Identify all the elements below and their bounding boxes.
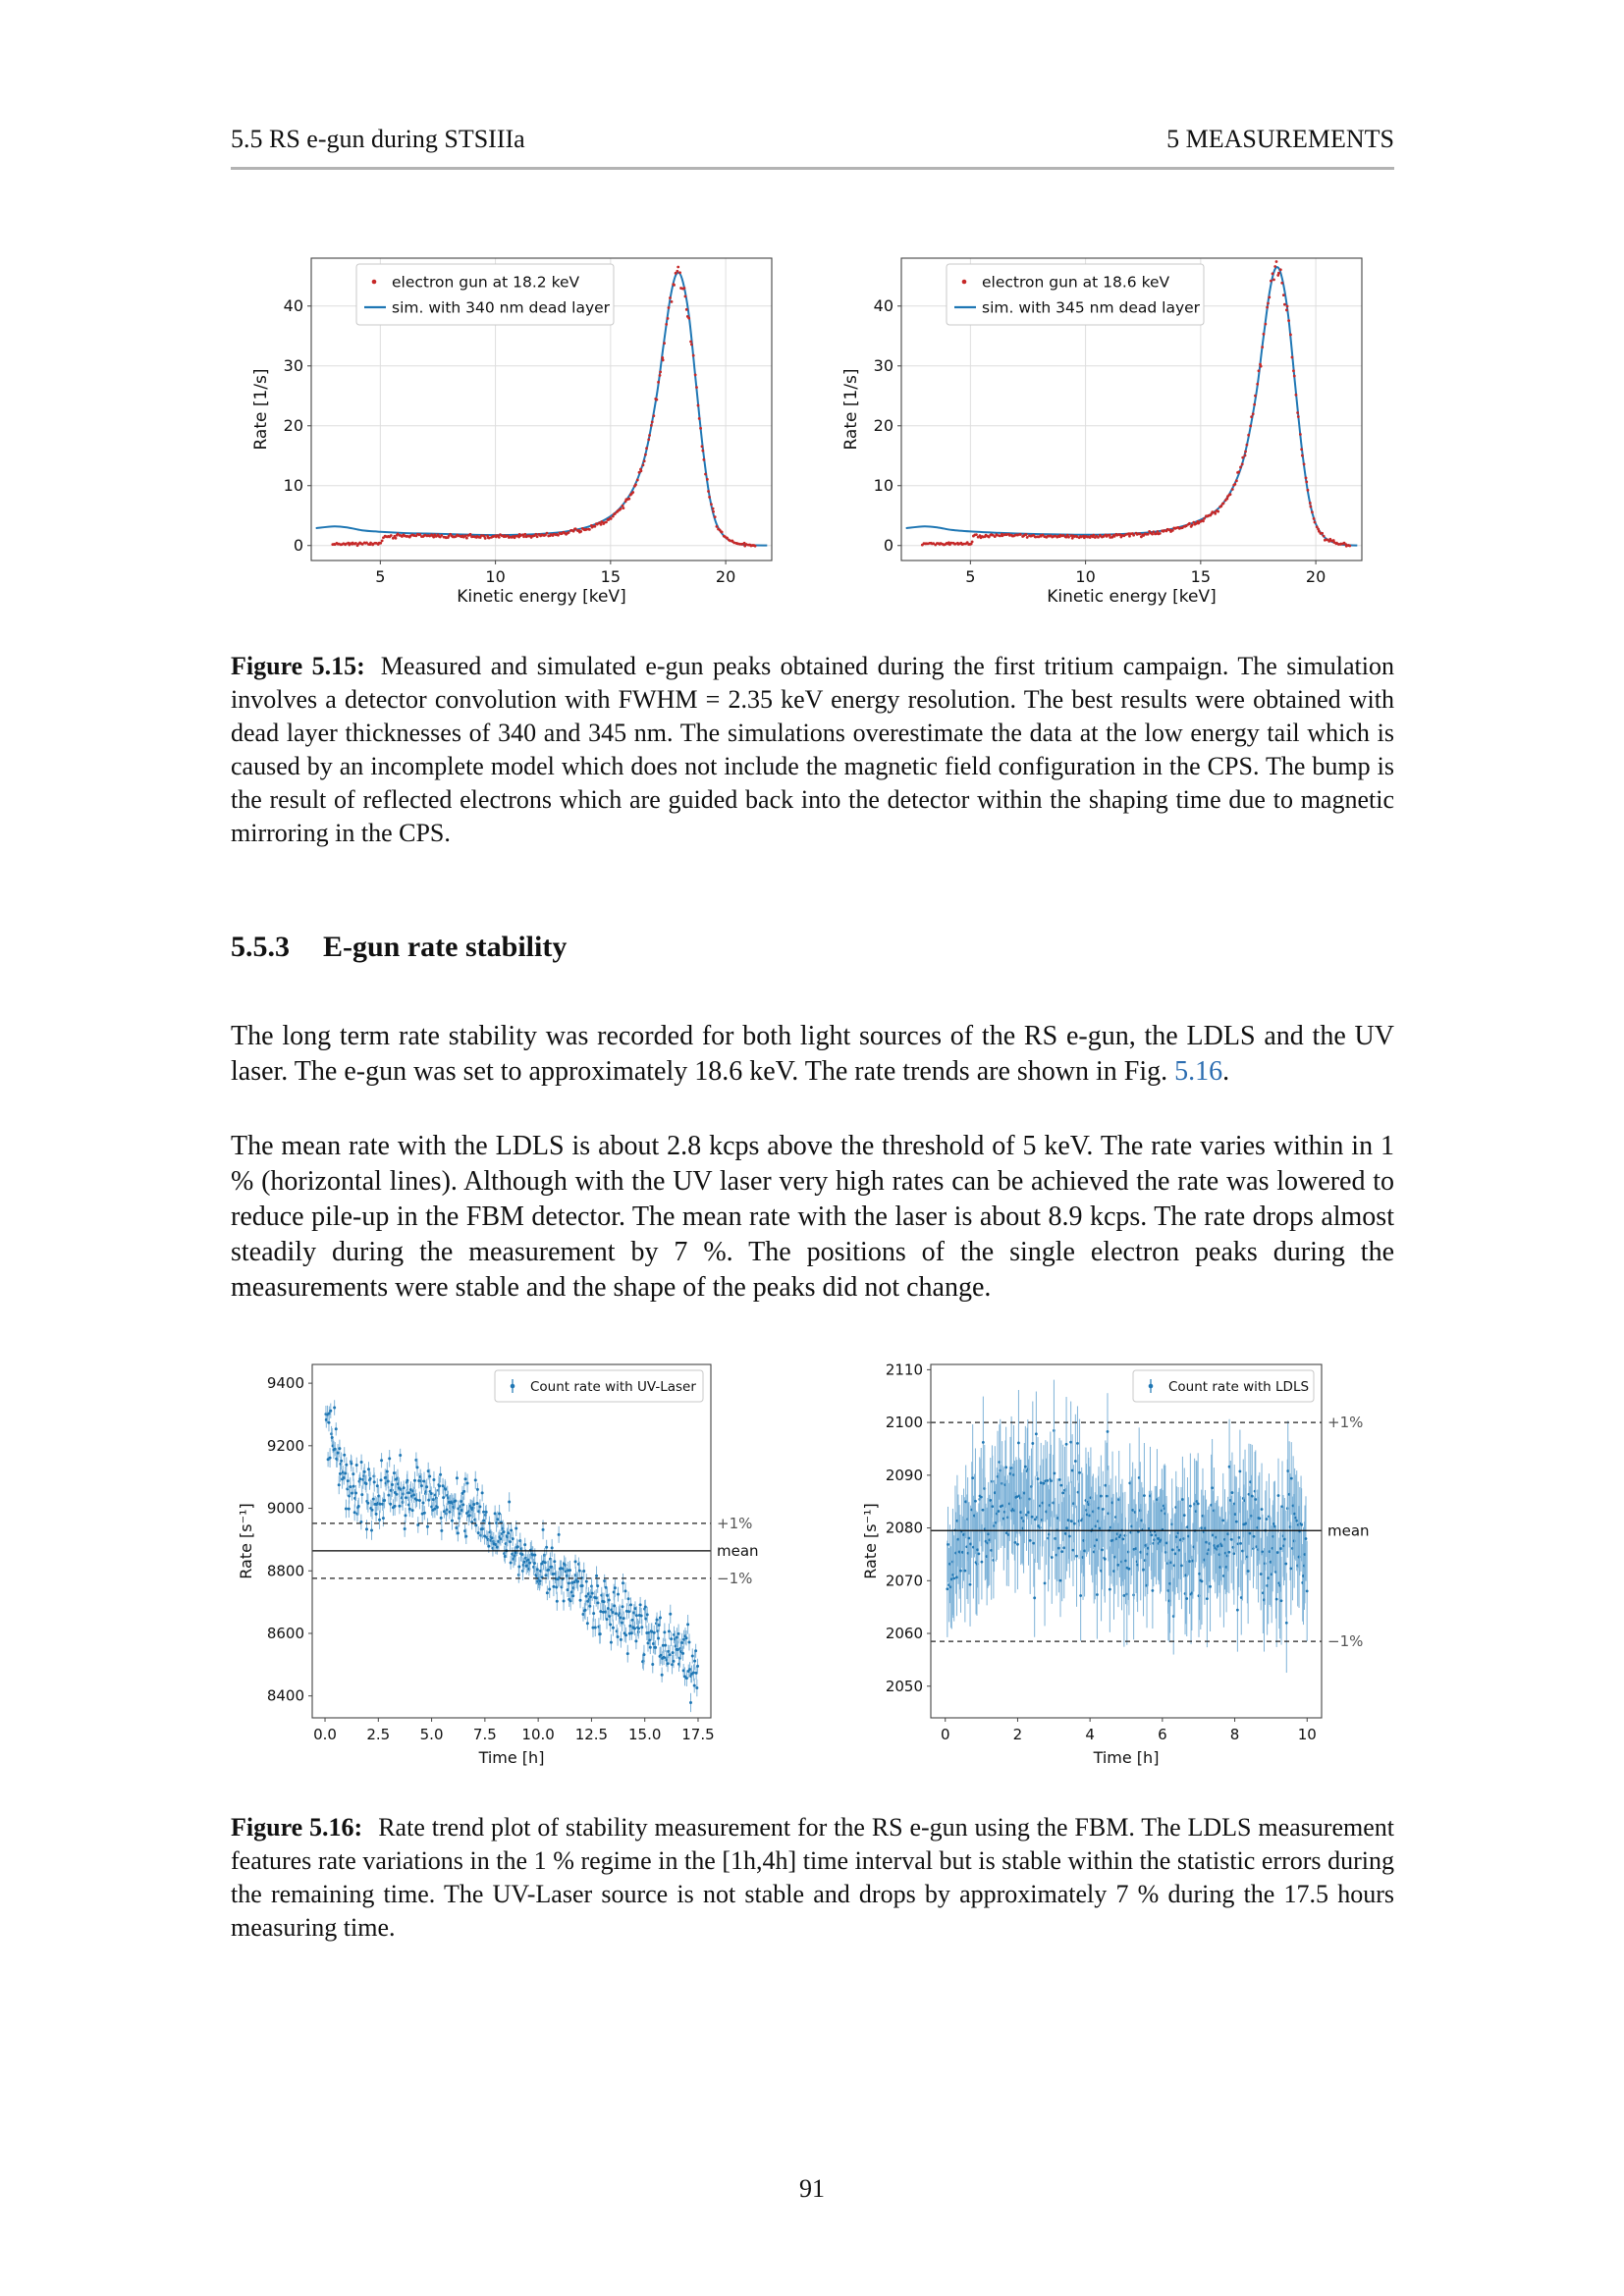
svg-text:9000: 9000 (266, 1499, 304, 1518)
chart-ldls (860, 1353, 1390, 1780)
header-section-left: 5.5 RS e-gun during STSIIIa (231, 125, 525, 153)
svg-text:12.5: 12.5 (574, 1726, 608, 1744)
paragraph-2: The mean rate with the LDLS is about 2.8 kcps above the threshold of 5 keV. The rate varies within in 1 % (horizontal lines). Although with the UV laser very high rates can be achieved the rate was lowered to reduce pile-up in the FBM detector. The mean rate with the laser is about 8.9 kcps. The rate drops almost steadily during the measurement by 7 %. The positions of the single electron peaks during the measurements were stable and the shape of the peaks did not change. (231, 1131, 1394, 1304)
svg-text:2060: 2060 (885, 1625, 923, 1643)
svg-text:20: 20 (873, 415, 893, 435)
svg-text:sim. with 340 nm dead layer: sim. with 340 nm dead layer (391, 298, 610, 317)
figure-5-16-caption-text: Rate trend plot of stability measurement for the RS e-gun using the FBM. The LDLS measurement features rate variations in the 1 % regime in the [1h,4h] time interval but is stable within the statistic errors during the remaining time. The UV-Laser source is not stable and drops by approximately 7 % during the 17.5 hours measuring time. (231, 1813, 1394, 1943)
svg-text:8400: 8400 (266, 1686, 304, 1705)
svg-text:15: 15 (1190, 567, 1211, 587)
svg-text:electron gun at 18.6 keV: electron gun at 18.6 keV (981, 273, 1169, 292)
ldls-plot (860, 1353, 1390, 1775)
egun-186-plot (840, 248, 1376, 614)
svg-text:15: 15 (600, 567, 621, 587)
svg-text:8: 8 (1229, 1726, 1239, 1744)
svg-text:10: 10 (873, 475, 893, 495)
svg-text:2100: 2100 (885, 1414, 923, 1432)
svg-text:−1%: −1% (1326, 1632, 1363, 1651)
svg-text:40: 40 (283, 295, 303, 315)
svg-text:5.0: 5.0 (419, 1726, 444, 1744)
chart-uv-laser (236, 1353, 778, 1780)
svg-text:0: 0 (293, 535, 303, 555)
svg-text:10: 10 (283, 475, 303, 495)
uv-laser-plot (236, 1353, 778, 1775)
svg-text:2050: 2050 (885, 1677, 923, 1695)
egun-182-plot (250, 248, 785, 614)
svg-text:mean: mean (716, 1542, 759, 1561)
paragraph-1-period: . (1222, 1056, 1230, 1088)
paragraph-1 (231, 1019, 1394, 1090)
section-heading (231, 931, 1394, 964)
svg-text:electron gun at 18.2 keV: electron gun at 18.2 keV (391, 273, 579, 292)
svg-text:5: 5 (374, 567, 385, 587)
svg-text:Kinetic energy [keV]: Kinetic energy [keV] (1046, 587, 1217, 608)
running-header (231, 124, 1394, 154)
svg-text:9200: 9200 (266, 1437, 304, 1456)
section-title: E-gun rate stability (323, 931, 568, 964)
svg-text:2.5: 2.5 (365, 1726, 390, 1744)
svg-text:10.0: 10.0 (520, 1726, 555, 1744)
svg-text:0: 0 (940, 1726, 950, 1744)
figure-5-15-caption-text: Measured and simulated e-gun peaks obtained during the first tritium campaign. The simulation involves a detector convolution with FWHM = 2.35 keV energy resolution. The best results were obtained with dead layer thicknesses of 340 and 345 nm. The simulations overestimate the data at the low energy tail which is caused by an incomplete model which does not include the magnetic field configuration in the CPS. The bump is the result of reflected electrons which are guided back into the detector within the shaping time due to magnetic mirroring in the CPS. (231, 652, 1394, 848)
figure-ref-link[interactable]: 5.16 (1174, 1056, 1223, 1088)
svg-text:+1%: +1% (716, 1515, 752, 1533)
svg-text:10: 10 (484, 567, 506, 587)
chart-egun-18-2 (250, 248, 785, 618)
svg-text:Rate [s⁻¹]: Rate [s⁻¹] (236, 1503, 255, 1579)
svg-text:sim. with 345 nm dead layer: sim. with 345 nm dead layer (981, 298, 1200, 317)
svg-text:Rate [s⁻¹]: Rate [s⁻¹] (860, 1503, 880, 1579)
figure-5-16-caption (231, 1811, 1394, 1945)
svg-text:10: 10 (1074, 567, 1096, 587)
svg-text:2080: 2080 (885, 1519, 923, 1537)
svg-text:30: 30 (283, 355, 303, 375)
header-chapter-right: 5 MEASUREMENTS (1166, 125, 1394, 153)
svg-text:15.0: 15.0 (627, 1726, 661, 1744)
page-number: 91 (799, 2174, 825, 2203)
figure-5-15 (231, 248, 1394, 618)
svg-text:Rate [1/s]: Rate [1/s] (840, 368, 861, 451)
svg-text:2090: 2090 (885, 1467, 923, 1485)
svg-text:6: 6 (1157, 1726, 1167, 1744)
paragraph-1-text: The long term rate stability was recorded for both light sources of the RS e-gun, the LDLS and the UV laser. The e-gun was set to approximately 18.6 keV. The rate trends are shown in Fig. (231, 1021, 1394, 1088)
svg-text:40: 40 (873, 295, 893, 315)
svg-text:20: 20 (1305, 567, 1326, 587)
svg-text:9400: 9400 (266, 1374, 304, 1393)
svg-text:20: 20 (283, 415, 303, 435)
svg-text:mean: mean (1326, 1522, 1370, 1540)
svg-text:10: 10 (1297, 1726, 1317, 1744)
svg-text:−1%: −1% (716, 1570, 752, 1588)
svg-text:17.5: 17.5 (680, 1726, 715, 1744)
svg-text:Rate [1/s]: Rate [1/s] (250, 368, 271, 451)
svg-text:8600: 8600 (266, 1625, 304, 1643)
figure-5-16 (231, 1353, 1394, 1780)
svg-text:0: 0 (883, 535, 893, 555)
section-number: 5.5.3 (231, 931, 290, 964)
svg-text:2110: 2110 (885, 1361, 923, 1379)
svg-text:+1%: +1% (1326, 1414, 1363, 1432)
svg-text:2070: 2070 (885, 1572, 923, 1590)
chart-egun-18-6 (840, 248, 1376, 618)
svg-text:2: 2 (1012, 1726, 1022, 1744)
svg-text:4: 4 (1084, 1726, 1095, 1744)
svg-text:5: 5 (964, 567, 975, 587)
svg-text:20: 20 (715, 567, 735, 587)
svg-text:Kinetic energy [keV]: Kinetic energy [keV] (456, 587, 626, 608)
svg-text:Count rate with UV-Laser: Count rate with UV-Laser (529, 1379, 696, 1396)
svg-text:Time [h]: Time [h] (1093, 1748, 1159, 1768)
figure-5-15-caption (231, 650, 1394, 850)
svg-text:Time [h]: Time [h] (478, 1748, 544, 1768)
svg-text:7.5: 7.5 (472, 1726, 497, 1744)
header-rule (231, 167, 1394, 170)
figure-5-16-caption-label: Figure 5.16: (231, 1813, 363, 1842)
figure-5-15-caption-label: Figure 5.15: (231, 652, 365, 681)
svg-text:30: 30 (873, 355, 893, 375)
svg-text:Count rate with LDLS: Count rate with LDLS (1167, 1379, 1309, 1396)
svg-text:8800: 8800 (266, 1562, 304, 1580)
svg-text:0.0: 0.0 (312, 1726, 337, 1744)
